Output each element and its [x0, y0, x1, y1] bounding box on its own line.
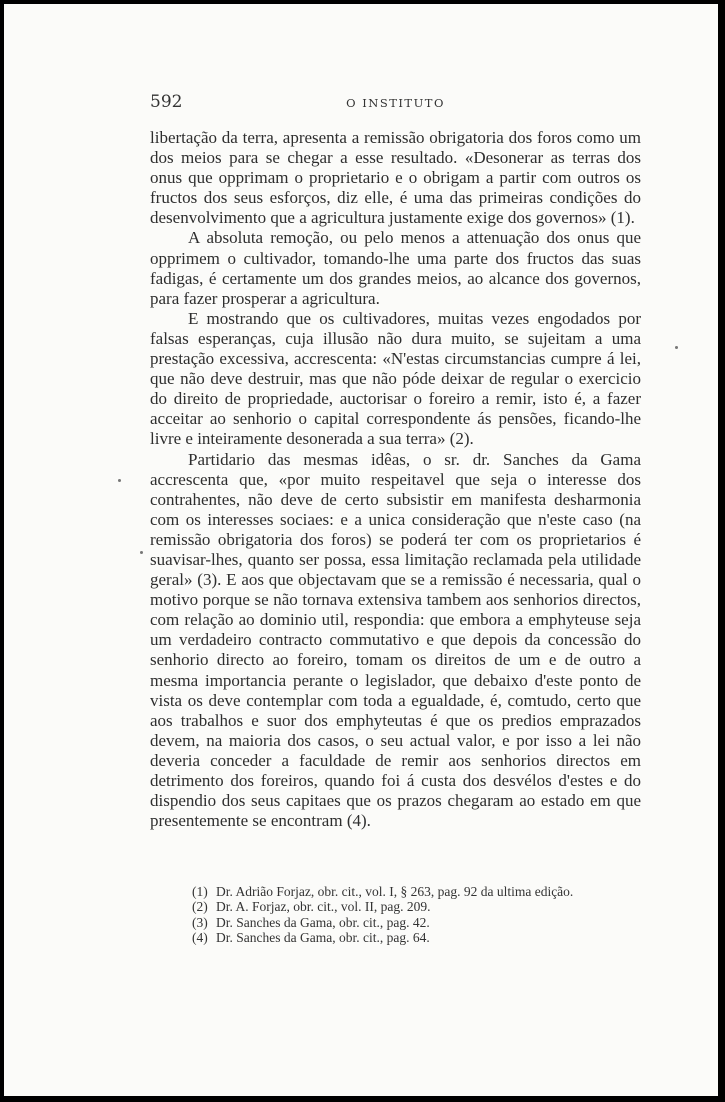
paragraph: A absoluta remoção, ou pelo menos a attenuação dos onus que opprimem o cultivador, tomando-lhe uma parte dos fructos das suas fadigas, é certamente um dos grandes meios, ao alcance dos governos, para fazer prosperar a agricultura.	[150, 228, 641, 308]
footnote	[192, 899, 652, 914]
footnote-text: Dr. Sanches da Gama, obr. cit., pag. 64.	[216, 930, 430, 946]
paper-speck	[675, 346, 678, 349]
footnote-ref: (3)	[192, 914, 208, 930]
footnote-ref: (1)	[192, 884, 208, 899]
paper-speck	[118, 479, 121, 482]
footnote	[192, 884, 652, 899]
footnote-ref: (2)	[192, 899, 208, 915]
footnote-ref: (4)	[192, 930, 208, 946]
body-text	[150, 128, 641, 831]
paragraph: libertação da terra, apresenta a remissão obrigatoria dos foros como um dos meios para se chegar a esse resultado. «Desonerar as terras dos onus que opprimam o proprietario e o obrigam a partir com outros os fructos dos seus esforços, diz elle, é uma das primeiras condições do desenvolvimento que a agricultura justamente exige dos governos» (1).	[150, 128, 641, 228]
footnotes	[192, 884, 652, 946]
footnote-text: Dr. A. Forjaz, obr. cit., vol. II, pag. 209.	[216, 899, 431, 915]
footnote	[192, 915, 652, 930]
running-head: O INSTITUTO	[346, 96, 445, 110]
paper-speck	[140, 551, 143, 554]
footnote	[192, 930, 652, 945]
footnote-text: Dr. Adrião Forjaz, obr. cit., vol. I, § 263, pag. 92 da ultima edição.	[216, 884, 574, 899]
paragraph: Partidario das mesmas idêas, o sr. dr. Sanches da Gama accrescenta que, «por muito respeitavel que seja o interesse dos contrahentes, não deve de certo subsistir em manifesta desharmonia com os interesses sociaes: e a unica consideração que n'este caso (na remissão obrigatoria dos foros) se poderá ter com os proprietarios é suavisar-lhes, quanto ser possa, essa limitação reclamada pela utilidade geral» (3). E aos que objectavam que se a remissão é necessaria, qual o motivo porque se não tornava extensiva tambem aos senhorios directos, com relação ao dominio util, respondia: que embora a emphyteuse seja um verdadeiro contracto commutativo e que depois da concessão do senhorio directo ao foreiro, tomam os direitos de um e de outro a mesma importancia perante o legislador, que debaixo d'este ponto de vista os deve contemplar com toda a egualdade, é, comtudo, certo que aos trabalhos e suor dos emphyteutas é que os predios emprazados devem, na maioria dos casos, o seu actual valor, e por isso a lei não deveria conceder a faculdade de remir aos senhorios directos em detrimento dos foreiros, quando foi á custa dos desvélos d'estes e do dispendio dos seus capitaes que os prazos chegaram ao estado em que presentemente se encontram (4).	[150, 449, 641, 831]
book-page	[4, 4, 718, 1096]
footnote-text: Dr. Sanches da Gama, obr. cit., pag. 42.	[216, 914, 430, 930]
page-number: 592	[150, 92, 183, 112]
paragraph: E mostrando que os cultivadores, muitas vezes engodados por falsas esperanças, cuja illusão não dura muito, se sujeitam a uma prestação excessiva, accrescenta: «N'estas circumstancias cumpre á lei, que não deve destruir, mas que não póde deixar de regular o exercicio do direito de propriedade, auctorisar o foreiro a remir, isto é, a fazer acceitar ao senhorio o capital correspondente ás pensões, ficando-lhe livre e inteiramente desonerada a sua terra» (2).	[150, 308, 641, 449]
page-header	[150, 92, 641, 116]
